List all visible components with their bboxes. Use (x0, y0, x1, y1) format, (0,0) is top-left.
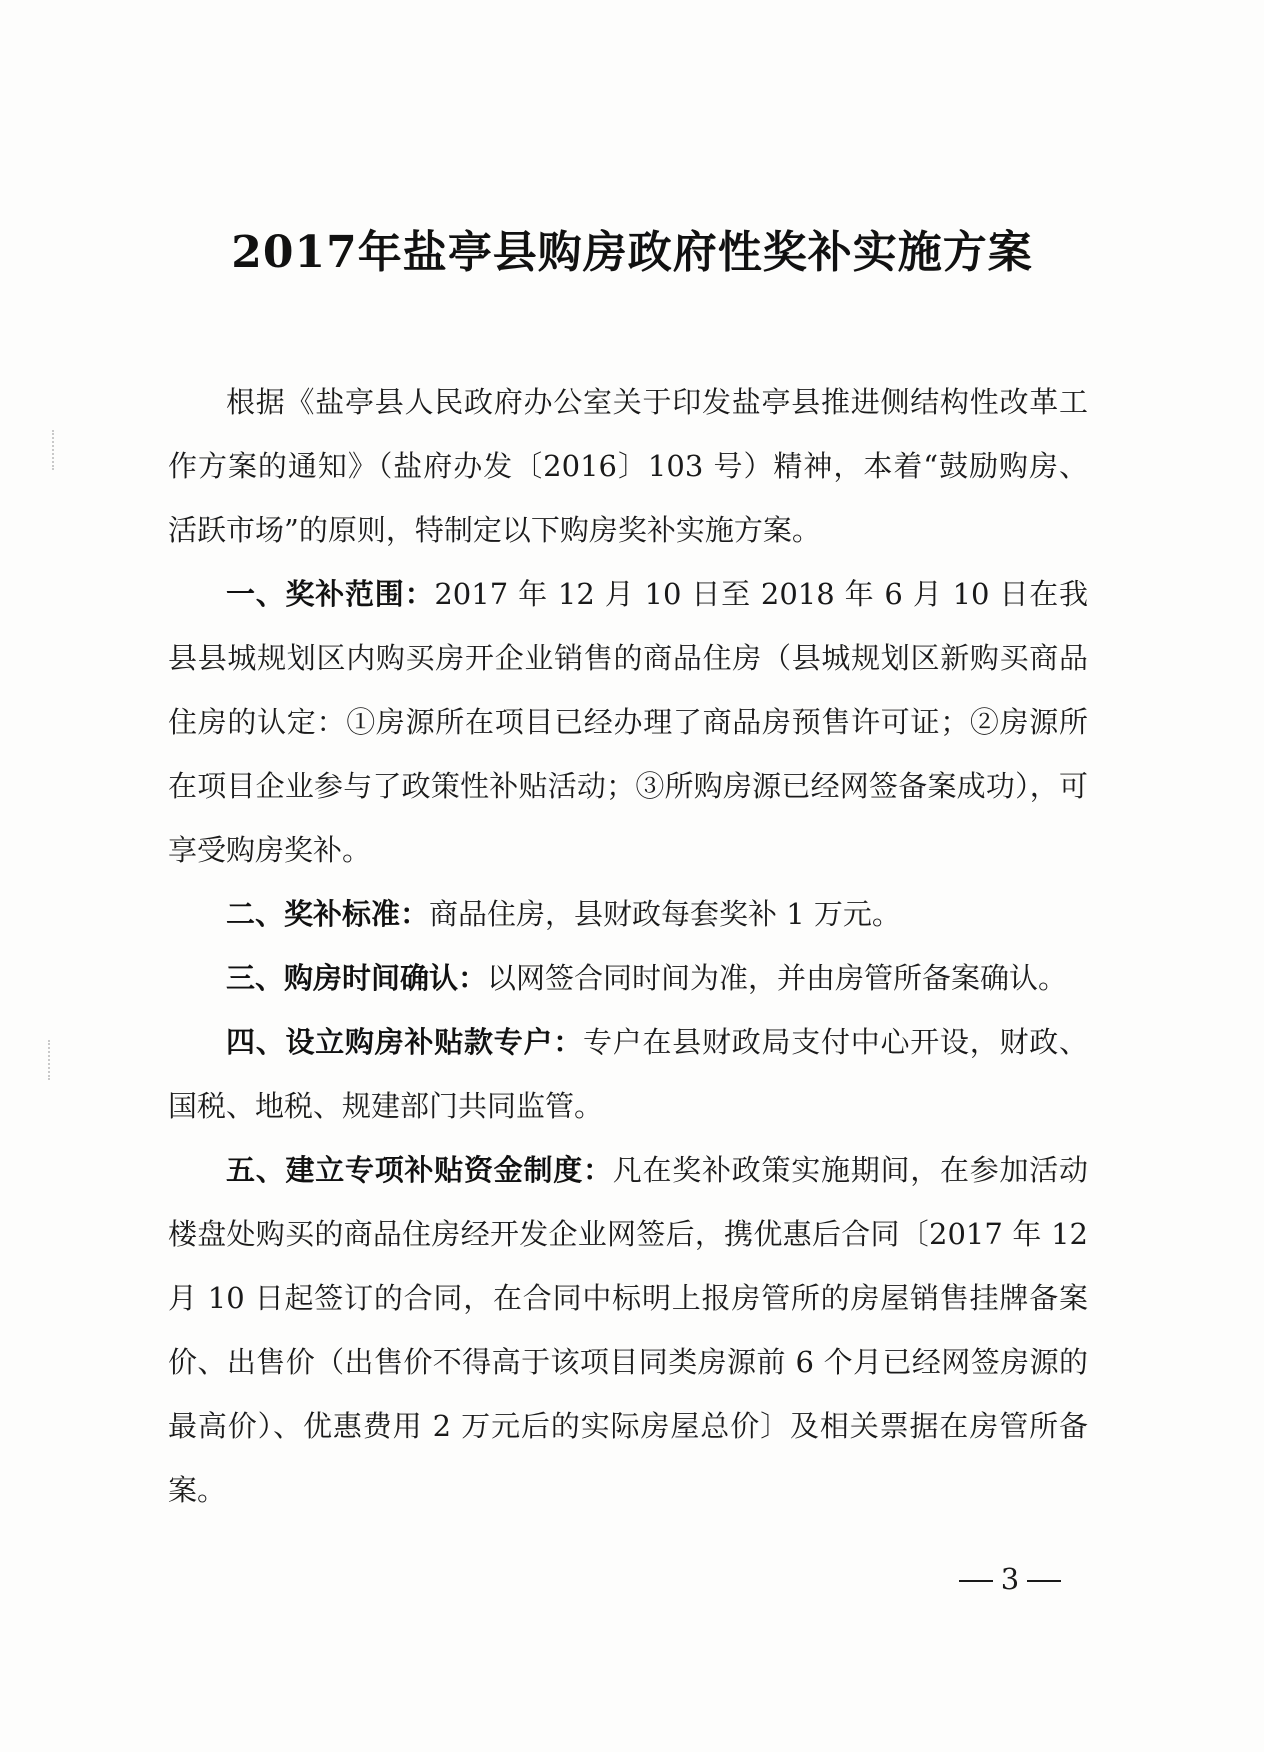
section-text: 商品住房，县财政每套奖补 1 万元。 (429, 897, 901, 931)
section-text: 以网签合同时间为准，并由房管所备案确认。 (487, 961, 1068, 995)
section-heading: 五、建立专项补贴资金制度： (226, 1153, 613, 1187)
dash-right (1027, 1580, 1061, 1582)
dash-left (959, 1580, 993, 1582)
section-text: 专户在县财政局支付中心开设，财政、国税、地税、规建部门共同监管。 (168, 1025, 1088, 1123)
document-title: 2017年盐亭县购房政府性奖补实施方案 (231, 227, 1033, 278)
section-text: 2017 年 12 月 10 日至 2018 年 6 月 10 日在我县县城规划区内购买房开企业销售的商品住房（县城规划区新购买商品住房的认定：①房源所在项目已经办理了商品房预售许可证；②房源所在项目企业参与了政策性补贴活动；③所购房源已经网签备案成功），可享受购房奖补。 (168, 577, 1088, 867)
scan-artifact (52, 430, 68, 470)
section-heading: 四、设立购房补贴款专户： (226, 1025, 583, 1059)
scan-artifact (48, 1040, 64, 1080)
section-standard (168, 882, 1088, 946)
page-number-value: 3 (1000, 1562, 1020, 1596)
page-number (940, 1562, 1080, 1596)
section-heading: 三、购房时间确认： (226, 961, 488, 995)
section-special-account (168, 1010, 1088, 1138)
section-text: 凡在奖补政策实施期间，在参加活动楼盘处购买的商品住房经开发企业网签后，携优惠后合同〔2017 年 12 月 10 日起签订的合同，在合同中标明上报房管所的房屋销售挂牌备案价、出售价（出售价不得高于该项目同类房源前 6 个月已经网签房源的最高价）、优惠费用 2 万元后的实际房屋总价〕及相关票据在房管所备案。 (168, 1153, 1088, 1507)
section-subsidy-system (168, 1138, 1088, 1522)
section-heading: 一、奖补范围： (226, 577, 435, 611)
section-heading: 二、奖补标准： (226, 897, 430, 931)
section-scope (168, 562, 1088, 882)
intro-paragraph: 根据《盐亭县人民政府办公室关于印发盐亭县推进侧结构性改革工作方案的通知》（盐府办发〔2016〕103 号）精神，本着“鼓励购房、活跃市场”的原则，特制定以下购房奖补实施方案。 (168, 385, 1088, 547)
section-time-confirmation (168, 946, 1088, 1010)
document-body (168, 370, 1088, 1522)
